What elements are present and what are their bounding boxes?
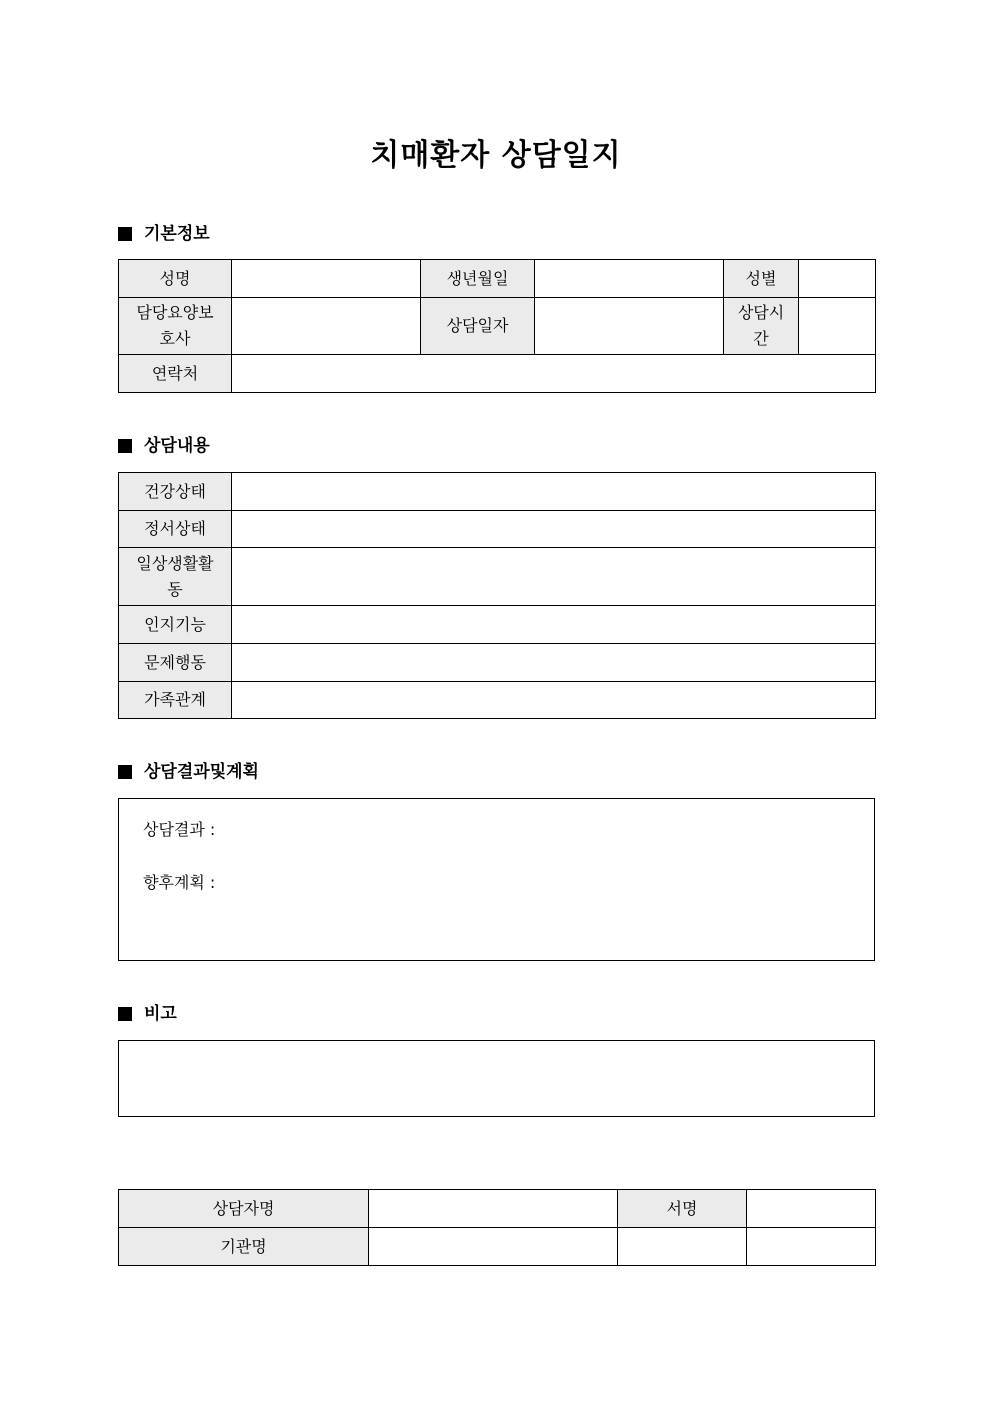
section-title: 기본정보 bbox=[144, 224, 210, 244]
signature-table bbox=[118, 1189, 876, 1266]
birth-field[interactable] bbox=[535, 260, 724, 298]
content-label: 문제행동 bbox=[119, 644, 232, 682]
result-label: 상담결과 : bbox=[143, 820, 216, 839]
emotional-status-field[interactable] bbox=[232, 511, 876, 548]
agency-name-label: 기관명 bbox=[119, 1228, 369, 1266]
consult-content-table bbox=[118, 472, 876, 719]
square-bullet-icon bbox=[118, 765, 132, 779]
content-label: 정서상태 bbox=[119, 511, 232, 548]
consult-date-label: 상담일자 bbox=[421, 298, 535, 355]
consult-time-field[interactable] bbox=[799, 298, 876, 355]
contact-field[interactable] bbox=[232, 355, 876, 393]
result-plan-box[interactable] bbox=[118, 798, 875, 961]
content-label: 일상생활활동 bbox=[119, 548, 232, 606]
basic-info-table bbox=[118, 259, 876, 393]
plan-label: 향후계획 : bbox=[143, 873, 216, 892]
agency-name-field[interactable] bbox=[369, 1228, 618, 1266]
content-label: 인지기능 bbox=[119, 606, 232, 644]
gender-label: 성별 bbox=[724, 260, 799, 298]
counselor-name-field[interactable] bbox=[369, 1190, 618, 1228]
section-title: 비고 bbox=[144, 1004, 177, 1024]
caregiver-field[interactable] bbox=[232, 298, 421, 355]
counselor-name-label: 상담자명 bbox=[119, 1190, 369, 1228]
section-heading-result-plan bbox=[118, 760, 259, 784]
square-bullet-icon bbox=[118, 1007, 132, 1021]
problem-behavior-field[interactable] bbox=[232, 644, 876, 682]
contact-label: 연락처 bbox=[119, 355, 232, 393]
remarks-box[interactable] bbox=[118, 1040, 875, 1117]
page-title: 치매환자 상담일지 bbox=[370, 138, 622, 173]
cognitive-function-field[interactable] bbox=[232, 606, 876, 644]
blank-field[interactable] bbox=[747, 1228, 876, 1266]
section-title: 상담결과및계획 bbox=[144, 762, 259, 782]
square-bullet-icon bbox=[118, 227, 132, 241]
square-bullet-icon bbox=[118, 439, 132, 453]
consult-time-label: 상담시간 bbox=[724, 298, 799, 355]
sign-field[interactable] bbox=[747, 1190, 876, 1228]
health-status-field[interactable] bbox=[232, 473, 876, 511]
birth-label: 생년월일 bbox=[421, 260, 535, 298]
content-label: 가족관계 bbox=[119, 682, 232, 719]
section-heading-remarks bbox=[118, 1002, 177, 1026]
consult-date-field[interactable] bbox=[535, 298, 724, 355]
section-heading-basic-info bbox=[118, 222, 210, 246]
sign-label: 서명 bbox=[618, 1190, 747, 1228]
family-relation-field[interactable] bbox=[232, 682, 876, 719]
gender-field[interactable] bbox=[799, 260, 876, 298]
name-label: 성명 bbox=[119, 260, 232, 298]
section-title: 상담내용 bbox=[144, 436, 210, 456]
blank-field[interactable] bbox=[618, 1228, 747, 1266]
caregiver-label: 담당요양보호사 bbox=[119, 298, 232, 355]
daily-activity-field[interactable] bbox=[232, 548, 876, 606]
content-label: 건강상태 bbox=[119, 473, 232, 511]
section-heading-consult-content bbox=[118, 434, 210, 458]
name-field[interactable] bbox=[232, 260, 421, 298]
